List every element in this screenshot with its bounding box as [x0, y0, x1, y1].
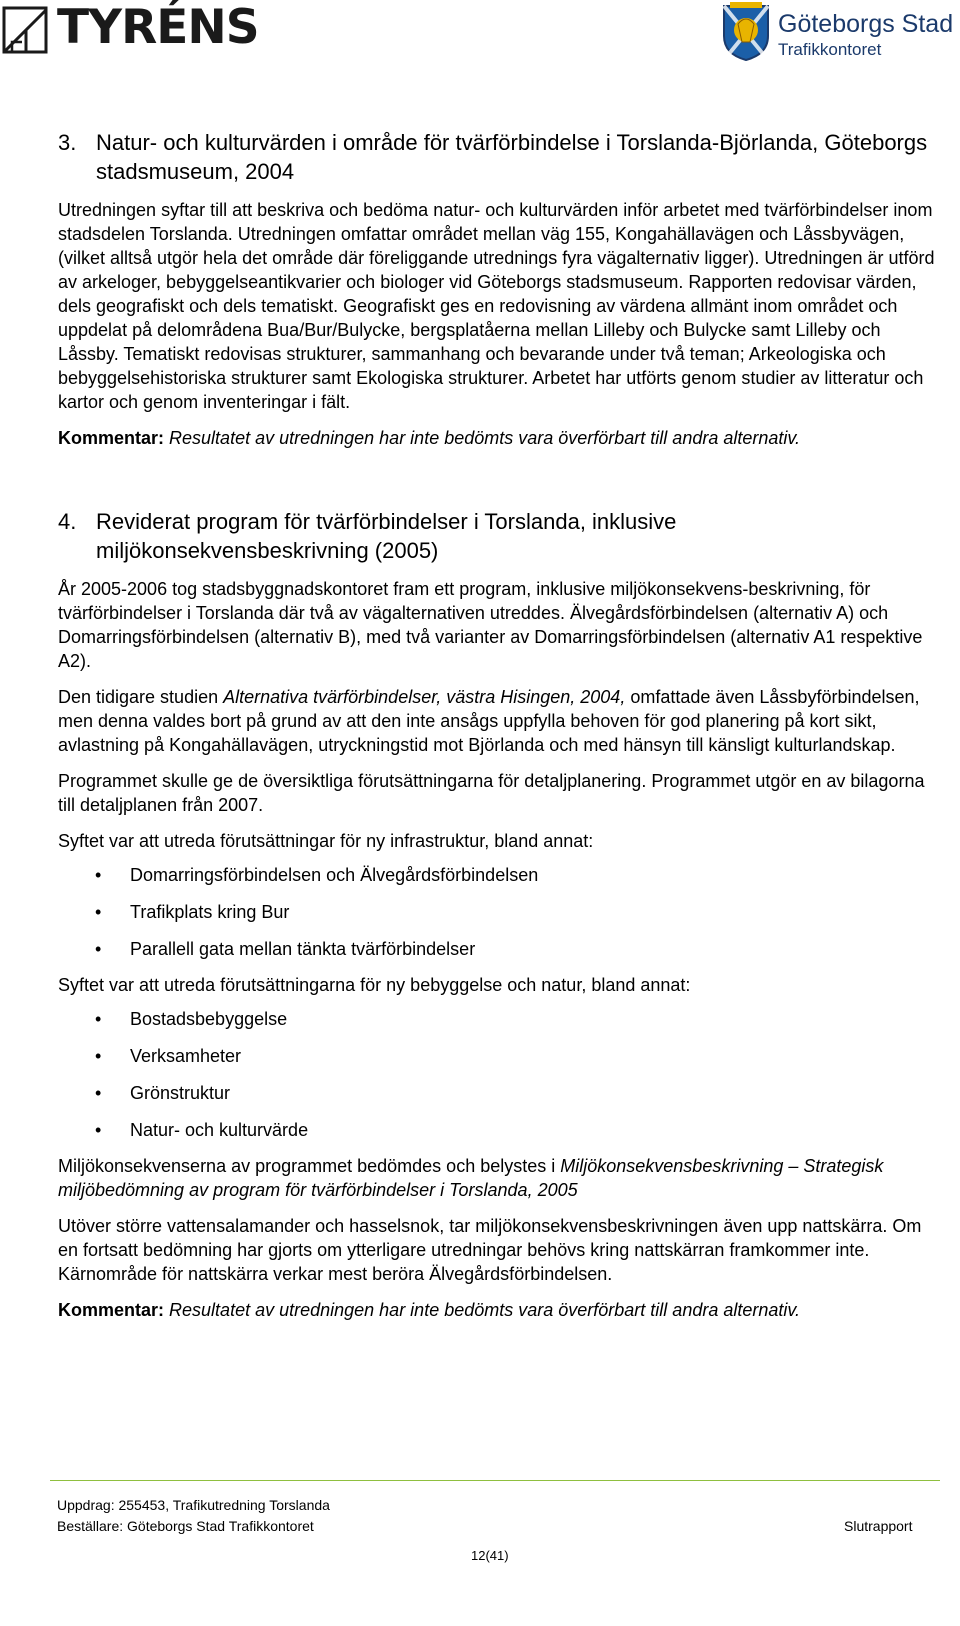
bullet-icon: • [95, 1120, 102, 1140]
list-item-text: Natur- och kulturvärde [130, 1120, 309, 1140]
section-4-paragraph-4: Syftet var att utreda förutsättningar för ny infrastruktur, bland annat: [58, 831, 594, 851]
section-4-heading [58, 507, 938, 565]
list-item [58, 1044, 938, 1081]
tyrens-wordmark: TYRÉNS [57, 0, 259, 55]
study-title: Alternativa tvärförbindelser, västra Hisingen, 2004, [223, 687, 626, 707]
logo-department: Trafikkontoret [778, 40, 882, 59]
report-title: Miljökonsekvensbeskrivning – Strategisk miljöbedömning av program för tvärförbindelser i Torslanda, 2005 [58, 1156, 884, 1200]
list-item-text: Verksamheter [130, 1046, 242, 1066]
section-4-paragraph-2 [58, 685, 938, 757]
list-item [58, 863, 938, 900]
section-4-paragraph-6 [58, 1154, 938, 1202]
section-3-comment [58, 426, 938, 450]
section-4-paragraph-1: År 2005-2006 tog stadsbyggnadskontoret fram ett program, inklusive miljökonsekvens-beskrivning, för tvärförbindelser i Torslanda där två av vägalternativen utreddes. Älvegårdsförbindelsen (alternativ A) och Domarringsförbindelsen (alternativ B), med två varianter av Domarringsförbindelsen (alternativ A1 respektive A2). [58, 579, 923, 671]
footer-assignment: Uppdrag: 255453, Trafikutredning Torslanda [57, 1497, 330, 1513]
footer-divider [50, 1480, 940, 1481]
list-item-text: Domarringsförbindelsen och Älvegårdsförbindelsen [130, 865, 539, 885]
page-number: 12(41) [471, 1548, 509, 1563]
infrastructure-list [58, 863, 938, 963]
section-title: Reviderat program för tvärförbindelser i Torslanda, inklusive miljökonsekvensbeskrivning (2005) [96, 509, 677, 563]
list-item-text: Trafikplats kring Bur [130, 902, 290, 922]
bullet-icon: • [95, 1083, 102, 1103]
footer-client: Beställare: Göteborgs Stad Trafikkontoret [57, 1518, 314, 1534]
section-4-paragraph-7: Utöver större vattensalamander och hasselsnok, tar miljökonsekvensbeskrivningen även upp nattskärra. Om en fortsatt bedömning har gjorts om ytterligare utredningar behövs kring nattskärran framkommer inte. Kärnområde för nattskärra verkar mest beröra Älvegårdsförbindelsen. [58, 1216, 922, 1284]
section-4-paragraph-5: Syftet var att utreda förutsättningarna för ny bebyggelse och natur, bland annat: [58, 975, 691, 995]
footer-doc-type: Slutrapport [844, 1518, 913, 1534]
list-item [58, 937, 938, 963]
comment-text: Resultatet av utredningen har inte bedömts vara överförbart till andra alternativ. [169, 428, 801, 448]
development-list [58, 1007, 938, 1144]
comment-label: Kommentar: [58, 428, 165, 448]
list-item-text: Parallell gata mellan tänkta tvärförbindelser [130, 939, 476, 959]
section-3-body: Utredningen syftar till att beskriva och bedöma natur- och kulturvärden inför arbetet med tvärförbindelser inom stadsdelen Torslanda. Utredningen omfattar området mellan väg 155, Kongahällavägen och Låssbyvägen, (vilket alltså utgör hela det område där föreliggande utrednings fyra vägalternativ ligger). Utredningen är utförd av arkeloger, bebyggelseantikvarier och biologer vid Göteborgs stadsmuseum. Rapporten redovisar värden, dels geografiskt och dels tematiskt. Geografiskt ges en redovisning av värdena allmänt inom området och uppdelat på delområdena Bua/Bur/Bulycke, bergsplatåerna mellan Lilleby och Bulycke samt Lilleby och Låssby. Tematiskt redovisas strukturer, sammanhang och bevarande under två teman; Arkeologiska och bebyggelsehistoriska strukturer samt Ekologiska strukturer. Arbetet har utförts genom studier av litteratur och kartor och genom inventeringar i fält. [58, 200, 935, 412]
bullet-icon: • [95, 865, 102, 885]
list-item-text: Grönstruktur [130, 1083, 231, 1103]
section-4-comment [58, 1298, 938, 1322]
section-3-heading [58, 128, 938, 186]
list-item [58, 900, 938, 937]
section-number: 3. [58, 130, 77, 155]
list-item [58, 1118, 938, 1144]
tyrens-mark-icon [2, 6, 48, 54]
comment-text: Resultatet av utredningen har inte bedömts vara överförbart till andra alternativ. [169, 1300, 801, 1320]
tyrens-logo [2, 0, 262, 58]
text-span: Miljökonsekvenserna av programmet bedömdes och belystes i [58, 1156, 561, 1176]
section-4-paragraph-3: Programmet skulle ge de översiktliga förutsättningarna för detaljplanering. Programmet utgör en av bilagorna till detaljplanen från 2007. [58, 771, 925, 815]
list-item [58, 1081, 938, 1118]
lion-crest-icon [720, 2, 772, 62]
text-span: Den tidigare studien [58, 687, 224, 707]
logo-city-name: Göteborgs Stad [778, 10, 954, 38]
bullet-icon: • [95, 939, 102, 959]
goteborgs-stad-logo [720, 2, 960, 64]
text-span: omfattade även Låssbyförbindelsen, men denna valdes bort på grund av att den inte ansågs uppfylla behoven för god planering på kort sikt, avlastning på Kongahällavägen, utryckningstid mot Björlanda och med hänsyn till känsligt kulturlandskap. [58, 687, 920, 755]
list-item-text: Bostadsbebyggelse [130, 1009, 288, 1029]
document-body [58, 128, 938, 1322]
list-item [58, 1007, 938, 1044]
bullet-icon: • [95, 902, 102, 922]
comment-label: Kommentar: [58, 1300, 165, 1320]
section-number: 4. [58, 509, 77, 534]
bullet-icon: • [95, 1046, 102, 1066]
bullet-icon: • [95, 1009, 102, 1029]
section-title: Natur- och kulturvärden i område för tvärförbindelse i Torslanda-Björlanda, Göteborgs stadsmuseum, 2004 [96, 130, 928, 184]
page-header [0, 0, 960, 70]
